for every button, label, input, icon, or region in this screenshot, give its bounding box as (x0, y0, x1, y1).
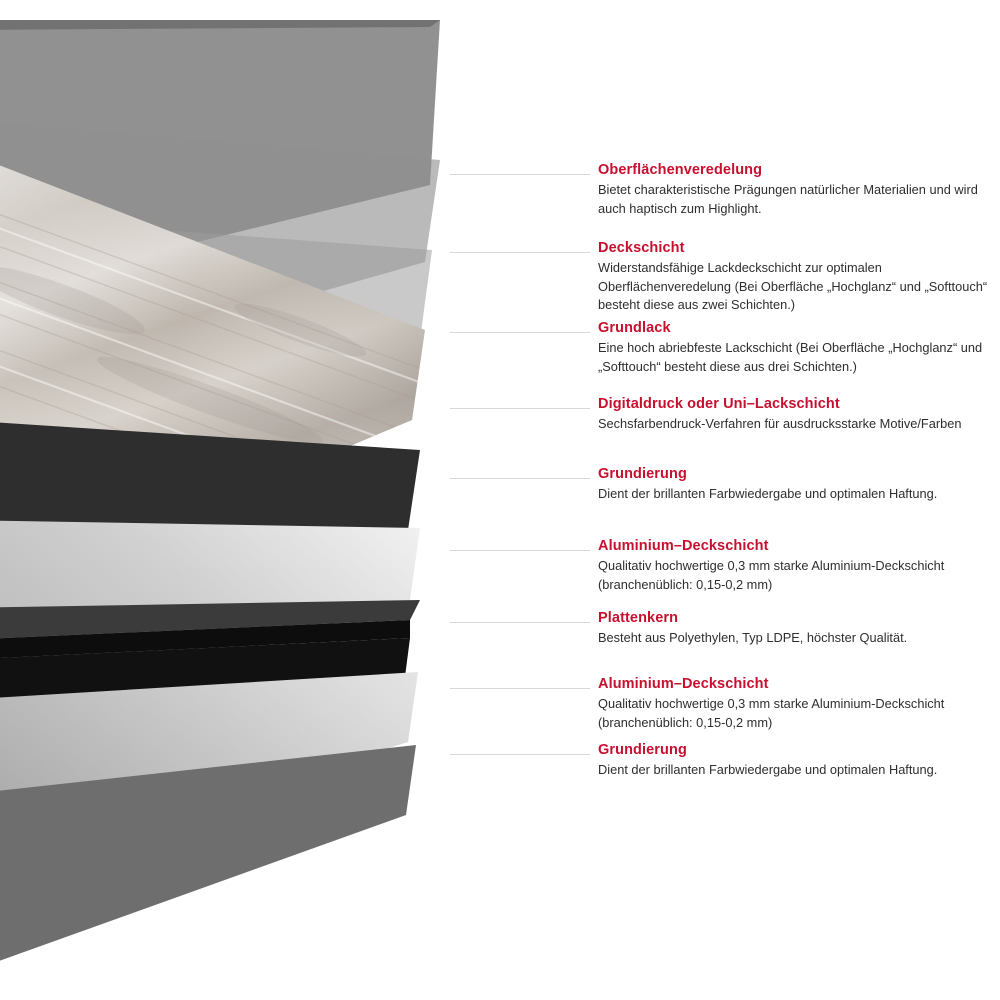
leader-line (450, 332, 590, 333)
leader-line (450, 408, 590, 409)
callout-title: Grundierung (598, 742, 687, 758)
callout-body: Sechsfarbendruck-Verfahren für ausdrucksstarke Motive/Farben (598, 416, 962, 431)
callout-title: Grundierung (598, 466, 687, 482)
leader-line (450, 622, 590, 623)
leader-line (450, 550, 590, 551)
callout-title: Deckschicht (598, 240, 685, 256)
leader-line (450, 754, 590, 755)
callout-title: Aluminium–Deckschicht (598, 538, 769, 554)
callout-body: Dient der brillanten Farbwiedergabe und optimalen Haftung. (598, 762, 938, 777)
callout-body: Dient der brillanten Farbwiedergabe und optimalen Haftung. (598, 486, 938, 501)
callout-title: Digitaldruck oder Uni–Lackschicht (598, 396, 840, 412)
layer-shape-grundierung-2 (0, 745, 416, 975)
callout-body: Qualitativ hochwertige 0,3 mm starke Aluminium-Deckschicht (branchenüblich: 0,15-0,2 mm) (598, 558, 945, 592)
callout-body: Eine hoch abriebfeste Lackschicht (Bei Oberfläche „Hochglanz“ und „Softtouch“ besteht diese aus drei Schichten.) (598, 340, 983, 374)
leader-line (450, 174, 590, 175)
callout-title: Oberflächenveredelung (598, 162, 763, 178)
leader-line (450, 688, 590, 689)
callout-title: Grundlack (598, 320, 671, 336)
callout-list (450, 0, 1000, 1000)
callout-title: Plattenkern (598, 610, 679, 626)
callout-body: Bietet charakteristische Prägungen natürlicher Materialien und wird auch haptisch zum Highlight. (598, 182, 978, 216)
callout-body: Besteht aus Polyethylen, Typ LDPE, höchster Qualität. (598, 630, 908, 645)
leader-line (450, 252, 590, 253)
leader-line (450, 478, 590, 479)
callout-body: Qualitativ hochwertige 0,3 mm starke Aluminium-Deckschicht (branchenüblich: 0,15-0,2 mm) (598, 696, 945, 730)
callout-body: Widerstandsfähige Lackdeckschicht zur optimalen Oberflächenveredelung (Bei Oberfläche „Hochglanz“ und „Softtouch“ besteht diese aus zwei Schichten.) (598, 260, 988, 312)
callout-title: Aluminium–Deckschicht (598, 676, 769, 692)
